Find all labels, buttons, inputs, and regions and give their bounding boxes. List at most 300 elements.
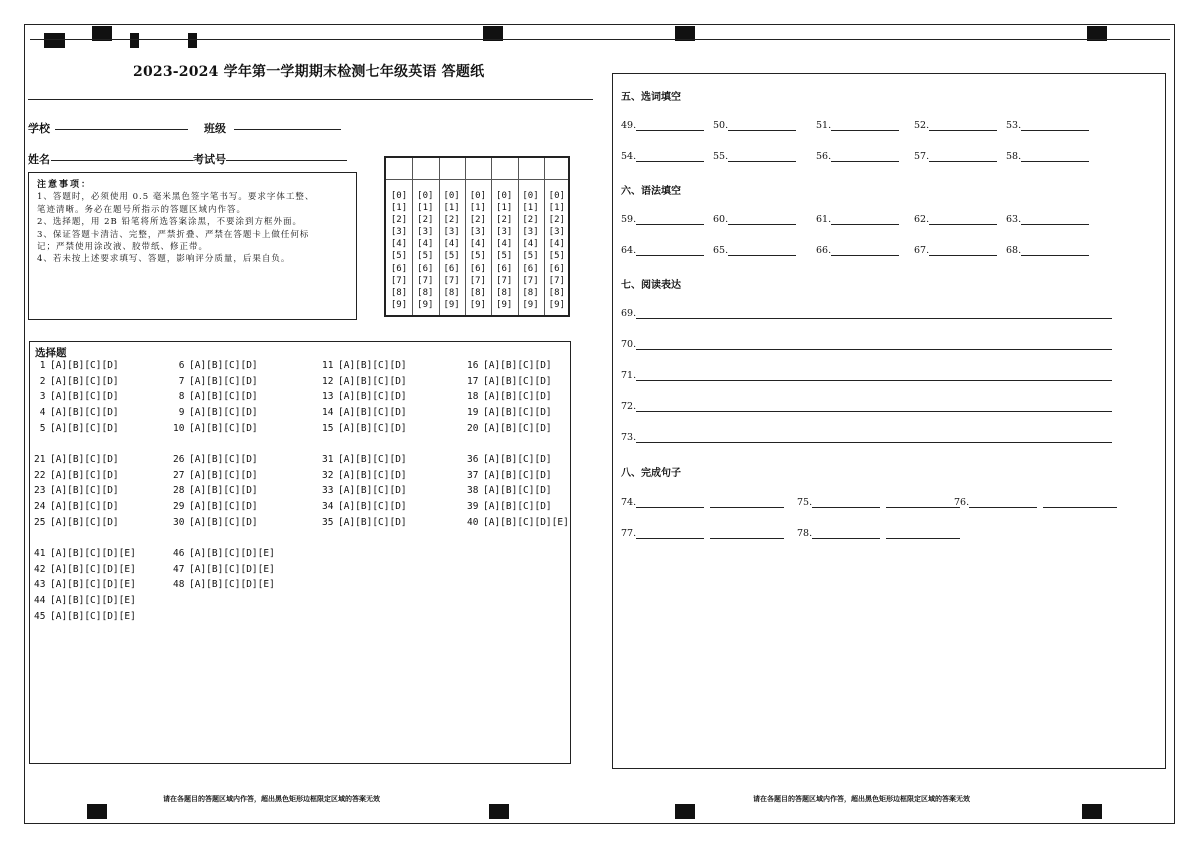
digit-bubble[interactable]: [7] [469, 275, 487, 286]
digit-bubble[interactable]: [5] [417, 251, 434, 262]
digit-bubble[interactable]: [6] [496, 263, 513, 274]
blank-number: 54. [621, 151, 637, 162]
reading-answer-line[interactable] [621, 339, 1112, 350]
answer-options[interactable]: [A][B][C][D] [483, 376, 552, 387]
digit-bubble[interactable]: [9] [548, 299, 565, 310]
answer-options[interactable]: [A][B][C][D][E] [50, 595, 136, 606]
blank-number: 50. [713, 120, 729, 131]
word-blank[interactable] [713, 151, 796, 162]
digit-bubble[interactable]: [9] [390, 299, 408, 310]
question-number: 2 [34, 376, 52, 387]
question-number: 43 [34, 579, 52, 590]
question-number: 41 [34, 548, 52, 559]
grammar-blank[interactable] [621, 214, 704, 225]
answer-line[interactable] [1021, 214, 1089, 225]
word-blank[interactable] [1006, 120, 1089, 131]
digit-bubble[interactable]: [6] [522, 263, 539, 274]
answer-line[interactable] [728, 245, 796, 256]
digit-bubble[interactable]: [3] [522, 227, 539, 238]
answer-options[interactable]: [A][B][C][D] [189, 501, 258, 512]
digit-bubble[interactable]: [7] [548, 275, 565, 286]
notice-line: 笔迹清晰。务必在题号所指示的答题区域内作答。 [37, 204, 247, 215]
digit-bubble[interactable]: [4] [548, 239, 565, 250]
question-number: 13 [322, 391, 340, 402]
digit-bubble[interactable]: [0] [469, 191, 487, 201]
title-rule [28, 99, 593, 100]
school-label: 学校 [28, 122, 50, 135]
blank-number: 57. [914, 151, 930, 162]
word-blank[interactable] [914, 120, 997, 131]
digit-bubble[interactable]: [8] [469, 287, 487, 298]
blank-number: 77. [621, 528, 637, 539]
class-label: 班级 [204, 122, 226, 135]
word-blank[interactable] [816, 151, 899, 162]
digit-bubble[interactable]: [0] [417, 191, 434, 201]
blank-number: 78. [797, 528, 813, 539]
digit-bubble[interactable]: [2] [390, 215, 408, 226]
answer-line[interactable] [831, 151, 899, 162]
question-number: 35 [322, 517, 340, 528]
exam-no-field[interactable] [226, 160, 347, 161]
blank-number: 75. [797, 497, 813, 508]
digit-bubble[interactable]: [9] [417, 299, 434, 310]
digit-bubble[interactable]: [0] [548, 191, 565, 201]
exam-number-grid[interactable] [384, 156, 570, 317]
blank-number: 76. [954, 497, 970, 508]
grammar-blank[interactable] [621, 245, 704, 256]
answer-options[interactable]: [A][B][C][D][E] [189, 579, 275, 590]
blank-number: 74. [621, 497, 637, 508]
digit-bubble[interactable]: [8] [548, 287, 565, 298]
answer-options[interactable]: [A][B][C][D] [189, 517, 258, 528]
question-number: 18 [467, 391, 485, 402]
alignment-mark [1082, 804, 1102, 819]
answer-line[interactable] [710, 528, 784, 539]
question-number: 32 [322, 470, 340, 481]
question-number: 27 [173, 470, 191, 481]
answer-options[interactable]: [A][B][C][D] [50, 470, 119, 481]
answer-options[interactable]: [A][B][C][D] [189, 360, 258, 371]
answer-options[interactable]: [A][B][C][D] [338, 391, 407, 402]
answer-line[interactable] [831, 120, 899, 131]
answer-line[interactable] [1021, 120, 1089, 131]
digit-bubble[interactable]: [0] [496, 191, 513, 201]
digit-bubble[interactable]: [2] [469, 215, 487, 226]
digit-bubble[interactable]: [4] [522, 239, 539, 250]
answer-options[interactable]: [A][B][C][D] [189, 391, 258, 402]
blank-number: 73. [621, 432, 637, 443]
digit-bubble[interactable]: [7] [417, 275, 434, 286]
blank-number: 70. [621, 339, 637, 350]
answer-line[interactable] [728, 120, 796, 131]
answer-options[interactable]: [A][B][C][D] [50, 376, 119, 387]
section-6-heading: 六、语法填空 [621, 186, 681, 197]
answer-area [612, 73, 1166, 769]
answer-options[interactable]: [A][B][C][D] [338, 501, 407, 512]
alignment-mark [87, 804, 107, 819]
answer-options[interactable]: [A][B][C][D] [189, 376, 258, 387]
digit-bubble[interactable]: [0] [443, 191, 460, 201]
answer-options[interactable]: [A][B][C][D] [338, 470, 407, 481]
digit-bubble[interactable]: [2] [522, 215, 539, 226]
grammar-blank[interactable] [914, 245, 997, 256]
digit-bubble[interactable]: [9] [496, 299, 513, 310]
question-number: 22 [34, 470, 52, 481]
answer-line[interactable] [886, 497, 960, 508]
notice-line: 记；严禁使用涂改液、胶带纸、修正带。 [37, 242, 209, 253]
blank-number: 49. [621, 120, 637, 131]
answer-options[interactable]: [A][B][C][D] [50, 360, 119, 371]
digit-bubble[interactable]: [9] [469, 299, 487, 310]
grammar-blank[interactable] [1006, 214, 1089, 225]
question-number: 26 [173, 454, 191, 465]
answer-line[interactable] [1021, 245, 1089, 256]
digit-bubble[interactable]: [2] [443, 215, 460, 226]
question-number: 31 [322, 454, 340, 465]
alignment-mark [130, 33, 139, 48]
blank-number: 71. [621, 370, 637, 381]
answer-options[interactable]: [A][B][C][D] [338, 376, 407, 387]
question-number: 4 [34, 407, 52, 418]
blank-number: 53. [1006, 120, 1022, 131]
answer-line[interactable] [636, 497, 704, 508]
sentence-blank[interactable] [797, 497, 960, 508]
question-number: 40 [467, 517, 485, 528]
digit-bubble[interactable]: [5] [522, 251, 539, 262]
digit-bubble[interactable]: [0] [522, 191, 539, 201]
word-blank[interactable] [713, 120, 796, 131]
answer-options[interactable]: [A][B][C][D] [50, 454, 119, 465]
question-number: 37 [467, 470, 485, 481]
grammar-blank[interactable] [713, 245, 796, 256]
answer-options[interactable]: [A][B][C][D][E] [50, 611, 136, 622]
footer-note-right: 请在各题目的答题区域内作答，超出黑色矩形边框限定区域的答案无效 [753, 795, 970, 803]
sentence-blank[interactable] [621, 497, 784, 508]
notice-box [28, 172, 357, 320]
answer-options[interactable]: [A][B][C][D] [338, 517, 407, 528]
blank-number: 55. [713, 151, 729, 162]
digit-bubble[interactable]: [5] [390, 251, 408, 262]
answer-line[interactable] [886, 528, 960, 539]
notice-heading: 注意事项： [37, 180, 93, 190]
question-number: 25 [34, 517, 52, 528]
digit-bubble[interactable]: [0] [390, 191, 408, 201]
digit-bubble[interactable]: [6] [548, 263, 565, 274]
digit-bubble[interactable]: [1] [390, 203, 408, 214]
digit-bubble[interactable]: [7] [496, 275, 513, 286]
digit-bubble[interactable]: [8] [390, 287, 408, 298]
answer-options[interactable]: [A][B][C][D][E] [50, 548, 136, 559]
blank-number: 56. [816, 151, 832, 162]
answer-options[interactable]: [A][B][C][D] [189, 470, 258, 481]
school-field[interactable] [55, 129, 188, 130]
answer-options[interactable]: [A][B][C][D][E] [189, 548, 275, 559]
digit-bubble[interactable]: [3] [417, 227, 434, 238]
answer-line[interactable] [636, 120, 704, 131]
digit-bubble[interactable]: [5] [469, 251, 487, 262]
question-number: 45 [34, 611, 52, 622]
question-number: 38 [467, 485, 485, 496]
word-blank[interactable] [914, 151, 997, 162]
digit-bubble[interactable]: [2] [548, 215, 565, 226]
digit-bubble[interactable]: [2] [496, 215, 513, 226]
question-number: 8 [173, 391, 191, 402]
blank-number: 51. [816, 120, 832, 131]
answer-line[interactable] [728, 151, 796, 162]
answer-line[interactable] [831, 245, 899, 256]
grammar-blank[interactable] [914, 214, 997, 225]
question-number: 9 [173, 407, 191, 418]
question-number: 47 [173, 564, 191, 575]
answer-options[interactable]: [A][B][C][D][E] [50, 564, 136, 575]
digit-column[interactable] [465, 190, 491, 311]
blank-number: 66. [816, 245, 832, 256]
answer-line[interactable] [929, 214, 997, 225]
answer-line[interactable] [636, 151, 704, 162]
digit-bubble[interactable]: [3] [548, 227, 565, 238]
question-number: 14 [322, 407, 340, 418]
digit-column[interactable] [439, 190, 465, 311]
digit-bubble[interactable]: [3] [496, 227, 513, 238]
question-number: 48 [173, 579, 191, 590]
answer-line[interactable] [710, 497, 784, 508]
word-blank[interactable] [621, 151, 704, 162]
question-number: 15 [322, 423, 340, 434]
answer-options[interactable]: [A][B][C][D] [483, 391, 552, 402]
answer-options[interactable]: [A][B][C][D] [189, 407, 258, 418]
question-number: 30 [173, 517, 191, 528]
grammar-blank[interactable] [816, 214, 899, 225]
sentence-blank[interactable] [954, 497, 1117, 508]
alignment-mark [675, 804, 695, 819]
class-field[interactable] [234, 129, 341, 130]
answer-line[interactable] [636, 339, 1112, 350]
digit-bubble[interactable]: [8] [417, 287, 434, 298]
word-blank[interactable] [1006, 151, 1089, 162]
blank-number: 62. [914, 214, 930, 225]
digit-bubble[interactable]: [5] [496, 251, 513, 262]
blank-number: 65. [713, 245, 729, 256]
digit-bubble[interactable]: [4] [469, 239, 487, 250]
digit-bubble[interactable]: [8] [443, 287, 460, 298]
digit-column[interactable] [412, 190, 438, 311]
answer-line[interactable] [636, 432, 1112, 443]
answer-options[interactable]: [A][B][C][D] [338, 423, 407, 434]
question-number: 3 [34, 391, 52, 402]
answer-options[interactable]: [A][B][C][D] [50, 501, 119, 512]
digit-bubble[interactable]: [1] [522, 203, 539, 214]
grammar-blank[interactable] [1006, 245, 1089, 256]
digit-bubble[interactable]: [3] [443, 227, 460, 238]
answer-options[interactable]: [A][B][C][D] [338, 454, 407, 465]
blank-number: 52. [914, 120, 930, 131]
digit-bubble[interactable]: [3] [469, 227, 487, 238]
answer-options[interactable]: [A][B][C][D] [483, 501, 552, 512]
exam-no-label: 考试号 [193, 153, 226, 166]
answer-options[interactable]: [A][B][C][D] [338, 360, 407, 371]
digit-bubble[interactable]: [4] [417, 239, 434, 250]
blank-number: 68. [1006, 245, 1022, 256]
notice-line: 4、若未按上述要求填写、答题，影响评分质量，后果自负。 [37, 254, 291, 265]
question-number: 24 [34, 501, 52, 512]
question-number: 44 [34, 595, 52, 606]
answer-line[interactable] [929, 120, 997, 131]
answer-line[interactable] [636, 401, 1112, 412]
answer-line[interactable] [636, 214, 704, 225]
answer-options[interactable]: [A][B][C][D] [50, 391, 119, 402]
answer-options[interactable]: [A][B][C][D][E] [50, 579, 136, 590]
digit-bubble[interactable]: [3] [390, 227, 408, 238]
answer-line[interactable] [969, 497, 1037, 508]
choice-heading: 选择题 [35, 347, 67, 359]
blank-number: 72. [621, 401, 637, 412]
reading-answer-line[interactable] [621, 370, 1112, 381]
answer-options[interactable]: [A][B][C][D] [483, 485, 552, 496]
notice-line: 2、选择题，用 2B 铅笔将所选答案涂黑，不要涂到方框外面。 [37, 217, 302, 228]
question-number: 20 [467, 423, 485, 434]
answer-options[interactable]: [A][B][C][D] [483, 360, 552, 371]
answer-options[interactable]: [A][B][C][D] [483, 470, 552, 481]
digit-column[interactable] [386, 190, 412, 311]
digit-bubble[interactable]: [5] [443, 251, 460, 262]
digit-bubble[interactable]: [1] [548, 203, 565, 214]
answer-options[interactable]: [A][B][C][D] [50, 485, 119, 496]
answer-line[interactable] [929, 151, 997, 162]
digit-bubble[interactable]: [5] [548, 251, 565, 262]
question-number: 7 [173, 376, 191, 387]
answer-options[interactable]: [A][B][C][D] [189, 423, 258, 434]
answer-options[interactable]: [A][B][C][D] [483, 454, 552, 465]
digit-bubble[interactable]: [6] [443, 263, 460, 274]
question-number: 17 [467, 376, 485, 387]
digit-bubble[interactable]: [9] [522, 299, 539, 310]
digit-bubble[interactable]: [6] [469, 263, 487, 274]
digit-column[interactable] [491, 190, 517, 311]
digit-bubble[interactable]: [1] [469, 203, 487, 214]
answer-line[interactable] [1043, 497, 1117, 508]
choice-section [29, 341, 571, 764]
answer-line[interactable] [812, 528, 880, 539]
blank-number: 58. [1006, 151, 1022, 162]
blank-number: 69. [621, 308, 637, 319]
sentence-blank[interactable] [621, 528, 784, 539]
digit-bubble[interactable]: [6] [417, 263, 434, 274]
grammar-blank[interactable] [816, 245, 899, 256]
digit-bubble[interactable]: [6] [390, 263, 408, 274]
question-number: 10 [173, 423, 191, 434]
digit-column[interactable] [518, 190, 544, 311]
question-number: 28 [173, 485, 191, 496]
digit-bubble[interactable]: [1] [443, 203, 460, 214]
answer-options[interactable]: [A][B][C][D] [50, 423, 119, 434]
question-number: 33 [322, 485, 340, 496]
blank-number: 63. [1006, 214, 1022, 225]
answer-options[interactable]: [A][B][C][D] [189, 454, 258, 465]
question-number: 16 [467, 360, 485, 371]
digit-bubble[interactable]: [4] [496, 239, 513, 250]
alignment-mark [489, 804, 509, 819]
answer-options[interactable]: [A][B][C][D] [189, 485, 258, 496]
question-number: 19 [467, 407, 485, 418]
digit-bubble[interactable]: [8] [496, 287, 513, 298]
question-number: 1 [34, 360, 52, 371]
notice-line: 1、答题时，必须使用 0.5 毫米黑色签字笔书写。要求字体工整、 [37, 192, 315, 203]
blank-number: 61. [816, 214, 832, 225]
name-label: 姓名 [28, 153, 50, 166]
blank-number: 59. [621, 214, 637, 225]
name-field[interactable] [51, 160, 193, 161]
blank-number: 64. [621, 245, 637, 256]
question-number: 42 [34, 564, 52, 575]
digit-bubble[interactable]: [4] [443, 239, 460, 250]
section-7-heading: 七、阅读表达 [621, 280, 681, 291]
answer-line[interactable] [831, 214, 899, 225]
digit-column[interactable] [544, 190, 570, 311]
question-number: 21 [34, 454, 52, 465]
question-number: 5 [34, 423, 52, 434]
answer-options[interactable]: [A][B][C][D][E] [483, 517, 569, 528]
digit-bubble[interactable]: [2] [417, 215, 434, 226]
answer-line[interactable] [636, 308, 1112, 319]
digit-bubble[interactable]: [4] [390, 239, 408, 250]
answer-line[interactable] [929, 245, 997, 256]
answer-options[interactable]: [A][B][C][D] [483, 423, 552, 434]
answer-options[interactable]: [A][B][C][D] [338, 407, 407, 418]
digit-bubble[interactable]: [7] [443, 275, 460, 286]
answer-line[interactable] [1021, 151, 1089, 162]
notice-line: 3、保证答题卡清洁、完整，严禁折叠、严禁在答题卡上做任何标 [37, 229, 310, 240]
answer-options[interactable]: [A][B][C][D] [50, 407, 119, 418]
word-blank[interactable] [816, 120, 899, 131]
answer-line[interactable] [728, 214, 796, 225]
digit-bubble[interactable]: [1] [496, 203, 513, 214]
answer-options[interactable]: [A][B][C][D] [50, 517, 119, 528]
answer-line[interactable] [636, 528, 704, 539]
page-title: 2023-2024 学年第一学期期末检测七年级英语 答题纸 [133, 64, 485, 80]
footer-note-left: 请在各题目的答题区域内作答，超出黑色矩形边框限定区域的答案无效 [163, 795, 380, 803]
digit-bubble[interactable]: [9] [443, 299, 460, 310]
answer-line[interactable] [812, 497, 880, 508]
section-5-heading: 五、选词填空 [621, 92, 681, 103]
reading-answer-line[interactable] [621, 308, 1112, 319]
answer-options[interactable]: [A][B][C][D] [483, 407, 552, 418]
grammar-blank[interactable] [713, 214, 796, 225]
alignment-mark [188, 33, 197, 48]
word-blank[interactable] [621, 120, 704, 131]
question-number: 11 [322, 360, 340, 371]
reading-answer-line[interactable] [621, 401, 1112, 412]
question-number: 29 [173, 501, 191, 512]
sentence-blank[interactable] [797, 528, 960, 539]
answer-options[interactable]: [A][B][C][D] [338, 485, 407, 496]
question-number: 36 [467, 454, 485, 465]
question-number: 34 [322, 501, 340, 512]
blank-number: 67. [914, 245, 930, 256]
question-number: 46 [173, 548, 191, 559]
question-number: 23 [34, 485, 52, 496]
answer-options[interactable]: [A][B][C][D][E] [189, 564, 275, 575]
reading-answer-line[interactable] [621, 432, 1112, 443]
top-rule [30, 39, 1170, 40]
answer-line[interactable] [636, 245, 704, 256]
digit-bubble[interactable]: [1] [417, 203, 434, 214]
answer-line[interactable] [636, 370, 1112, 381]
digit-bubble[interactable]: [8] [522, 287, 539, 298]
alignment-mark [44, 33, 65, 48]
digit-bubble[interactable]: [7] [522, 275, 539, 286]
section-8-heading: 八、完成句子 [621, 468, 681, 479]
digit-bubble[interactable]: [7] [390, 275, 408, 286]
